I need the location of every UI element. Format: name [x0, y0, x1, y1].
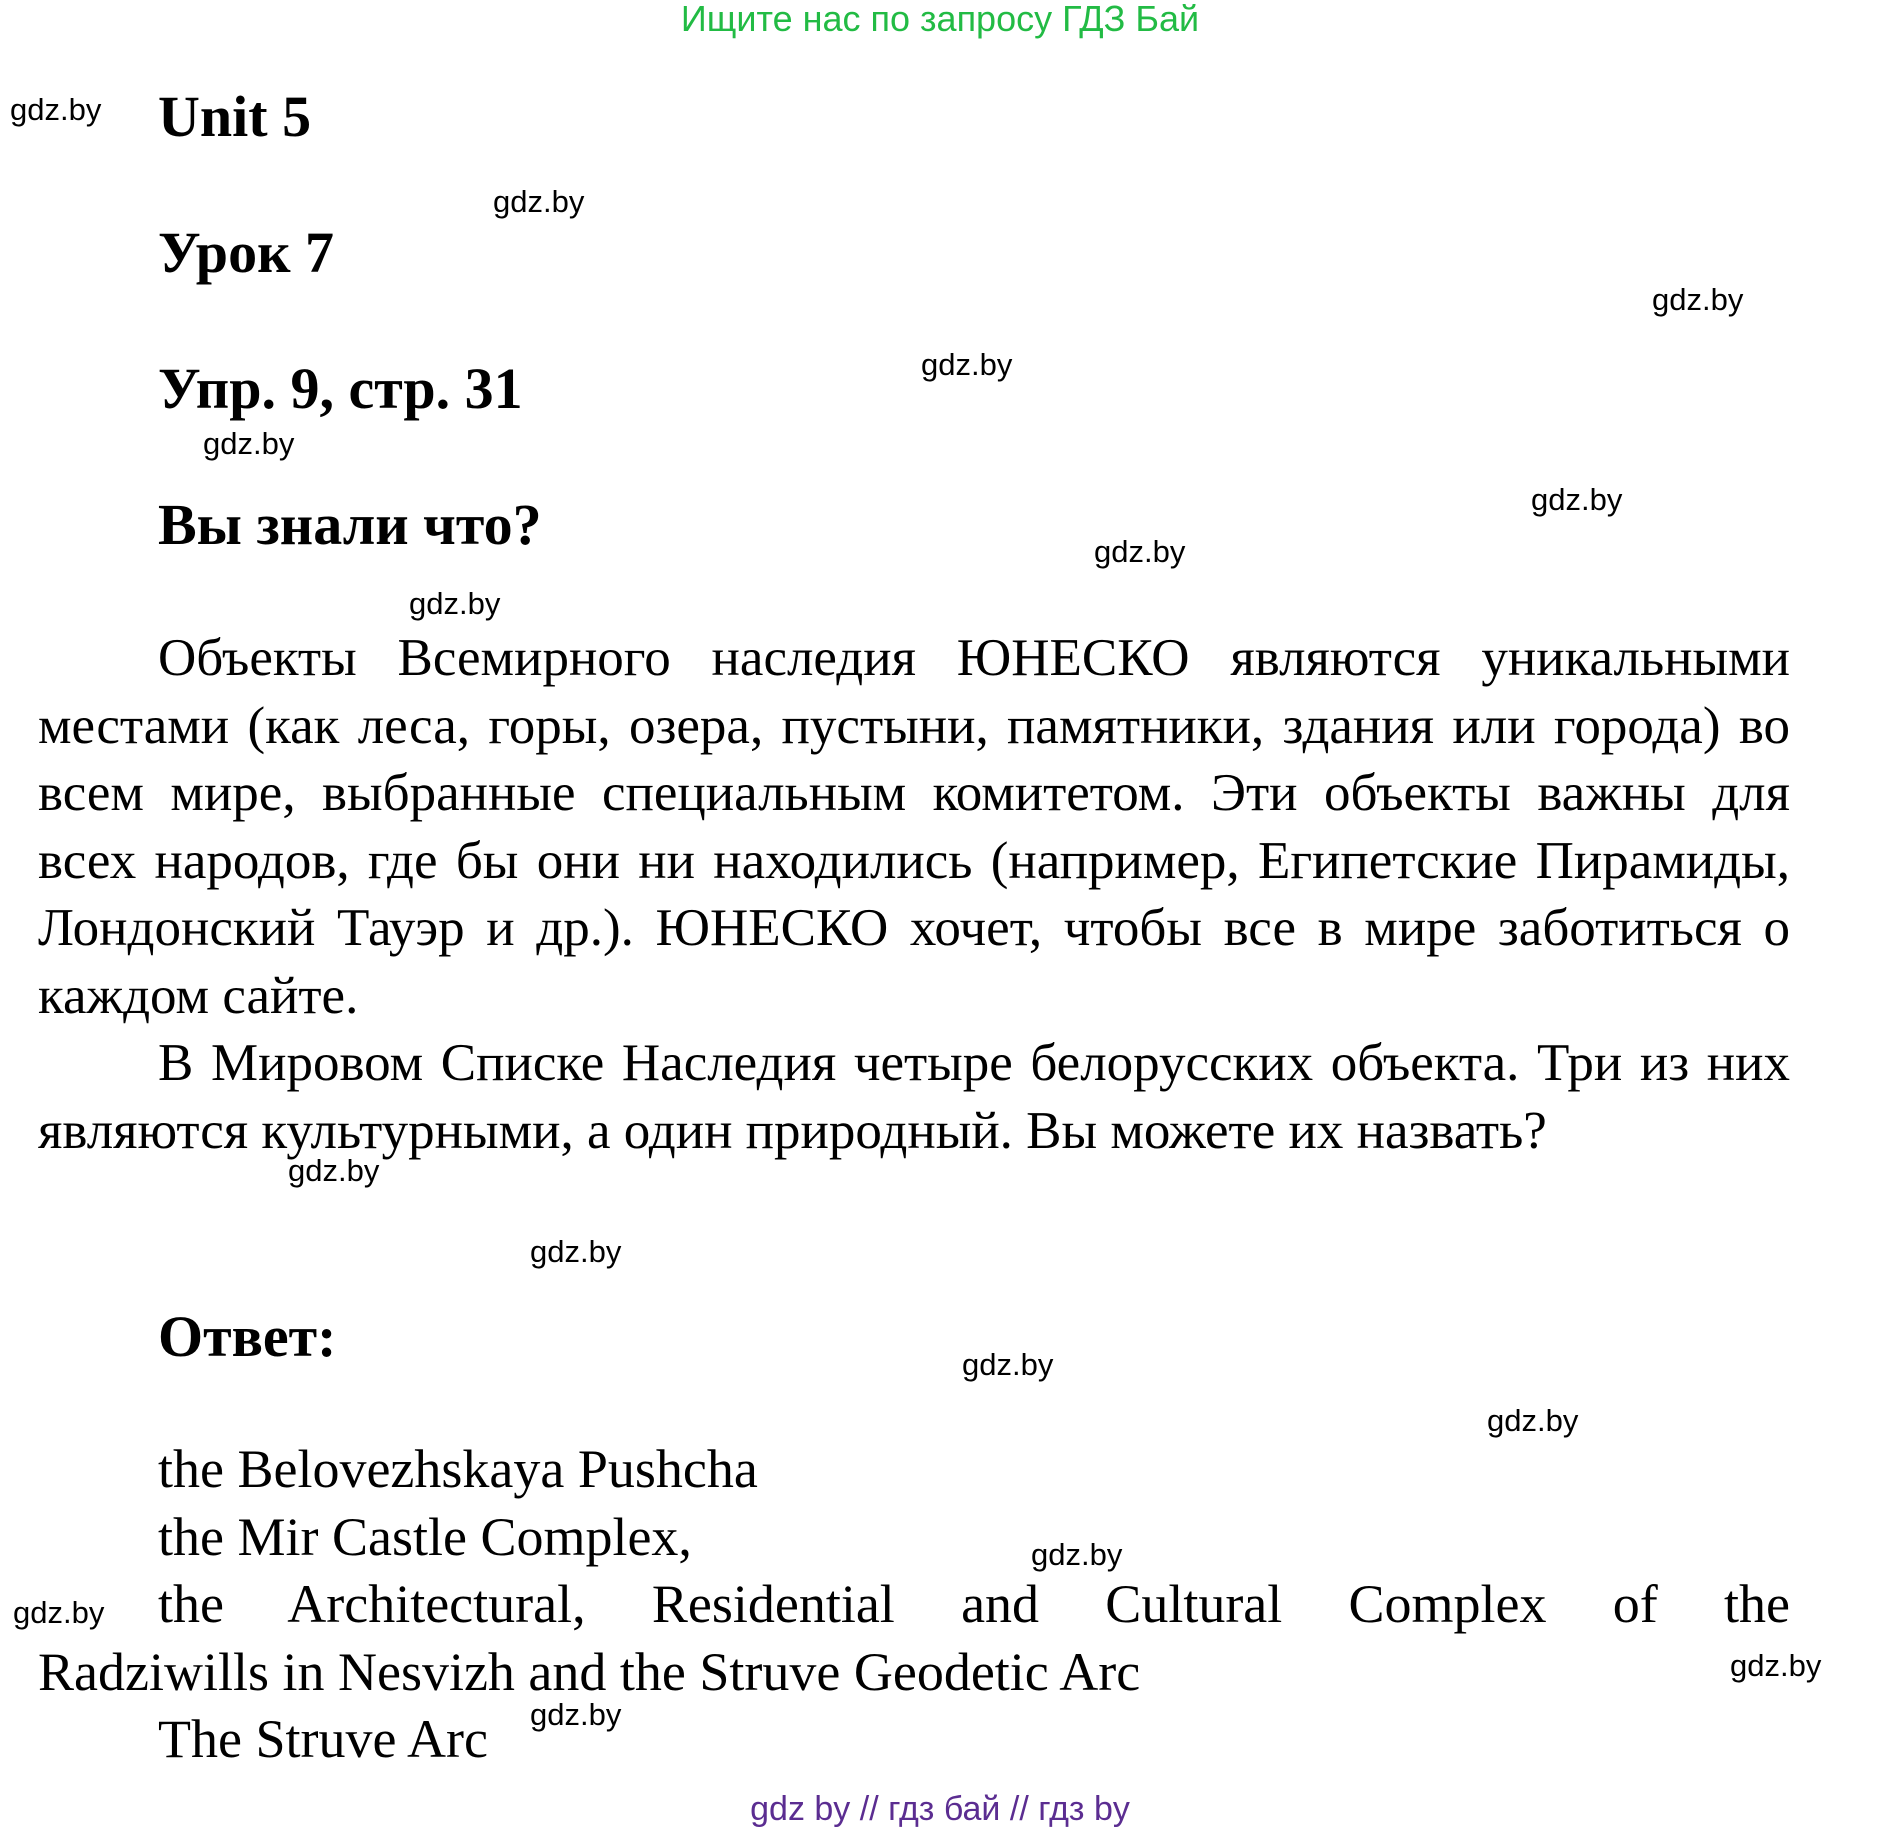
- paragraph-1: Объекты Всемирного наследия ЮНЕСКО являются уникальными местами (как леса, горы, озера, пустыни, памятники, здания или города) во всем мире, выбранные специальным комитетом. Эти объекты важны для всех народов, где бы они ни находились (например, Египетские Пирамиды, Лондонский Тауэр и др.). ЮНЕСКО хочет, чтобы все в мире заботиться о каждом сайте.: [38, 629, 1790, 1025]
- watermark: gdz.by: [530, 1697, 622, 1732]
- answer-list: [38, 1436, 1790, 1774]
- answer-item: the Mir Castle Complex,: [158, 1506, 692, 1567]
- watermark: gdz.by: [493, 184, 585, 219]
- answer-item-continuation: Radziwills in Nesvizh and the Struve Geodetic Arc: [38, 1641, 1141, 1702]
- top-banner: Ищите нас по запросу ГДЗ Бай: [680, 0, 1200, 39]
- answer-label: Ответ:: [158, 1304, 337, 1369]
- bottom-banner: gdz by // гдз бай // гдз by: [750, 1790, 1130, 1828]
- watermark: gdz.by: [530, 1234, 622, 1269]
- paragraph-2: В Мировом Списке Наследия четыре белорусских объекта. Три из них являются культурными, а один природный. Вы можете их назвать?: [38, 1034, 1790, 1160]
- watermark: gdz.by: [921, 347, 1013, 382]
- watermark: gdz.by: [409, 586, 501, 621]
- unit-title: Unit 5: [158, 84, 312, 149]
- watermark: gdz.by: [1487, 1403, 1579, 1438]
- watermark: gdz.by: [1730, 1648, 1822, 1683]
- watermark: gdz.by: [962, 1347, 1054, 1382]
- answer-item: The Struve Arc: [158, 1709, 488, 1769]
- watermark: gdz.by: [288, 1153, 380, 1188]
- section-title: Вы знали что?: [158, 492, 542, 557]
- watermark: gdz.by: [1031, 1537, 1123, 1572]
- watermark: gdz.by: [13, 1595, 105, 1630]
- watermark: gdz.by: [1094, 534, 1186, 569]
- answer-item: the Belovezhskaya Pushcha: [158, 1439, 758, 1499]
- lesson-title: Урок 7: [158, 220, 334, 285]
- watermark: gdz.by: [1652, 282, 1744, 317]
- exercise-reference: Упр. 9, стр. 31: [158, 356, 523, 421]
- watermark: gdz.by: [203, 426, 295, 461]
- watermark: gdz.by: [10, 92, 102, 127]
- answer-item: the Architectural, Residential and Cultural Complex of the: [158, 1574, 1790, 1634]
- watermark: gdz.by: [1531, 482, 1623, 517]
